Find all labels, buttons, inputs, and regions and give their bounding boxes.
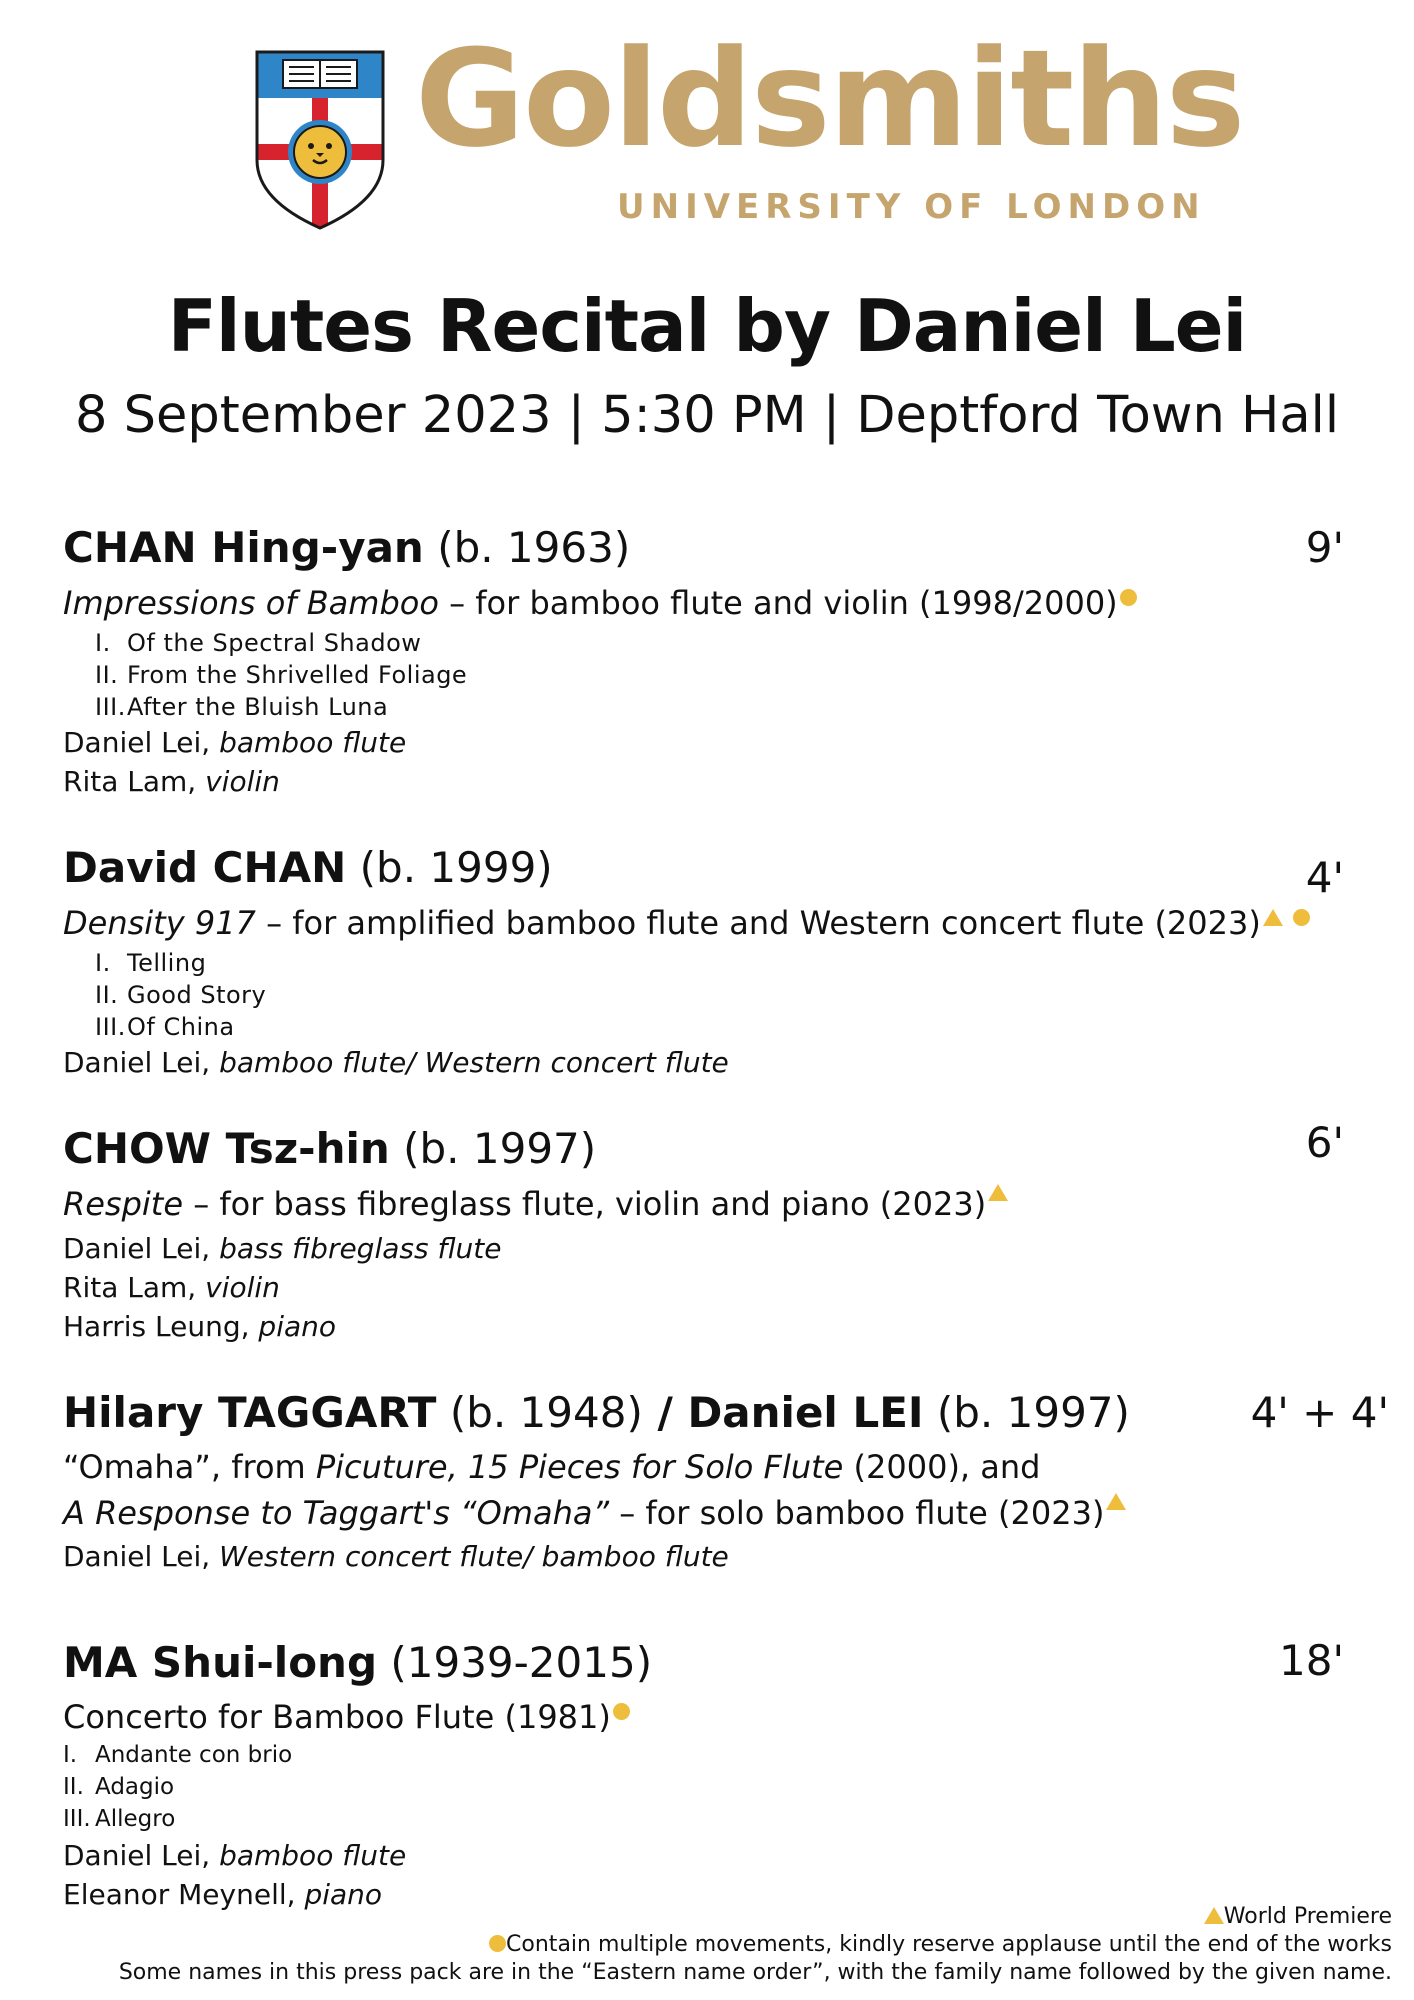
composer-dates: (b. 1997) (403, 1124, 597, 1173)
composer-heading (63, 1388, 1130, 1437)
duration: 18' (1279, 1636, 1344, 1685)
work-description: – for amplified bamboo flute and Western concert flute (2023) (255, 904, 1261, 942)
wordmark-subtitle: UNIVERSITY OF LONDON (617, 187, 1206, 227)
legend-multiple-movements: Contain multiple movements, kindly reserve applause until the end of the works (489, 1934, 1392, 1956)
composer-heading (63, 843, 553, 892)
composer-name: CHAN Hing-yan (63, 523, 424, 572)
composer-name: MA Shui-long (63, 1638, 378, 1687)
movement-item: II. From the Shrivelled Foliage (95, 661, 468, 689)
work-description: – for bamboo flute and violin (1998/2000) (438, 584, 1118, 622)
composer-dates: (b. 1997) (936, 1388, 1130, 1437)
work-title: Density 917 (63, 904, 256, 942)
performer-line: Daniel Lei, Western concert flute/ bamboo flute (63, 1540, 729, 1573)
movement-item: II. Good Story (95, 981, 267, 1009)
composer-separator: / (642, 1388, 688, 1437)
goldsmiths-crest-logo (255, 50, 385, 230)
performer-line: Rita Lam, violin (63, 1271, 280, 1304)
world-premiere-triangle-icon (1204, 1907, 1224, 1924)
work-description: – for bass fibreglass flute, violin and piano (2023) (183, 1185, 987, 1223)
work-description: – for solo bamboo flute (2023) (609, 1494, 1105, 1532)
composer-dates: (b. 1999) (359, 843, 553, 892)
world-premiere-triangle-icon (988, 1184, 1008, 1201)
work-title: Impressions of Bamboo (63, 584, 439, 622)
page-title: Flutes Recital by Daniel Lei (167, 284, 1247, 368)
duration: 9' (1305, 523, 1344, 572)
movement-item: III.After the Bluish Luna (95, 693, 389, 721)
work-title: Respite (63, 1185, 184, 1223)
performer-line: Daniel Lei, bamboo flute (63, 1839, 407, 1872)
performer-line: Daniel Lei, bamboo flute/ Western concert flute (63, 1046, 729, 1079)
work-title: A Response to Taggart's “Omaha” (63, 1494, 610, 1532)
performer-line: Harris Leung, piano (63, 1310, 337, 1343)
multiple-movements-dot-icon (1293, 909, 1310, 926)
movement-item: III. Allegro (63, 1806, 176, 1832)
work-title: Picuture, 15 Pieces for Solo Flute (315, 1448, 844, 1486)
work-title-line: “Omaha”, from Picuture, 15 Pieces for Solo Flute (2000), and (63, 1448, 1041, 1486)
work-title-line (63, 584, 1137, 622)
multiple-movements-dot-icon (1120, 589, 1137, 606)
movement-item: I. Of the Spectral Shadow (95, 629, 422, 657)
duration: 4' + 4' (1250, 1388, 1389, 1437)
performer-line: Rita Lam, violin (63, 765, 280, 798)
composer-name: CHOW Tsz-hin (63, 1124, 390, 1173)
duration: 6' (1305, 1118, 1344, 1167)
world-premiere-triangle-icon (1263, 909, 1283, 926)
composer-heading (63, 1124, 597, 1173)
composer-heading (63, 523, 631, 572)
work-title-line (63, 904, 1310, 942)
movement-item: I. Telling (95, 949, 207, 977)
world-premiere-triangle-icon (1106, 1493, 1126, 1510)
lion-head-icon (294, 126, 346, 178)
work-title-line (63, 1185, 1008, 1223)
performer-line: Eleanor Meynell, piano (63, 1878, 383, 1911)
composer-name: Daniel LEI (687, 1388, 924, 1437)
multiple-movements-dot-icon (613, 1703, 630, 1720)
movement-item: I. Andante con brio (63, 1742, 293, 1768)
movement-item: III.Of China (95, 1013, 235, 1041)
wordmark: Goldsmiths (415, 21, 1244, 177)
name-order-note: Some names in this press pack are in the “Eastern name order”, with the family name followed by the given name. (118, 1960, 1392, 1985)
work-title: Concerto for Bamboo Flute (1981) (63, 1698, 611, 1736)
work-title-line (63, 1698, 630, 1736)
composer-dates: (1939-2015) (390, 1638, 653, 1687)
composer-dates: (b. 1963) (437, 523, 631, 572)
legend-world-premiere: World Premiere (1204, 1906, 1392, 1928)
multiple-movements-dot-icon (489, 1935, 506, 1952)
work-title-line (63, 1494, 1126, 1532)
movement-item: II. Adagio (63, 1774, 175, 1800)
duration: 4' (1305, 853, 1344, 902)
event-details: 8 September 2023 | 5:30 PM | Deptford Town Hall (75, 386, 1339, 445)
performer-line: Daniel Lei, bass fibreglass flute (63, 1232, 502, 1265)
book-icon (283, 60, 357, 88)
composer-name: David CHAN (63, 843, 347, 892)
performer-line: Daniel Lei, bamboo flute (63, 726, 407, 759)
composer-dates: (b. 1948) (449, 1388, 643, 1437)
composer-name: Hilary TAGGART (63, 1388, 437, 1437)
composer-heading (63, 1638, 653, 1687)
